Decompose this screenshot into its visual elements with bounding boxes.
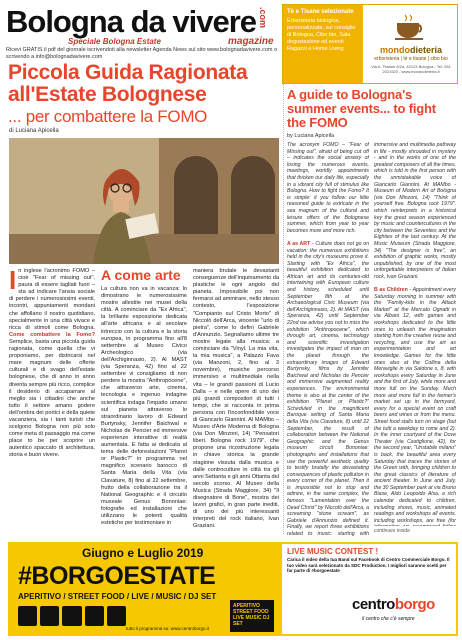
ad-brand-a: mondo [379,45,410,55]
centroborgo-a: centro [352,596,395,613]
english-col2-text2: - Appointment every Saturday morning in summer with the "Family-kids in the Attack Market" at the Mercato Ognatti in via Albani 12, with games and workshops dedicated to the little ones to unleash the imagination starting from the creative reuse and recycling, and use the art as experimentation and art knowledge. Games for the little ones also at the Collina della Meraviglie in via Saldone s, 8, with workshops every Saturday in June and the first of July, while more and more full on the Sunday. Much more and more full in the farmer's market set up in the farmyard, every for a special event on craft beers and wines or from the menu. Street food stalls turn on stage (but the tutti a weekday to rome and 2). In the inner courtyard of the Dove Theater (via Castiglione, 42), for the second year, "Unstabile milano" is back, the beautiful area every Saturday that traces the stories of the Green with, bringing children to the great classics of literature of ancient theater. In June and July, the 30 September park at via Bruno Biase, Aldo Leopoldo Alsa, a rich calendar dedicated to children, including shows, music, animated readings and workshops all events, including workshops, are free (for [374,287,456,524]
contest-text: Carica il video della tua Band sul Facebook di Centro Commerciale Borgo. Il tuo video sarà selezionato da SDC Production. I migliori saranno scelti per far parte di #borgoestate [287,557,450,573]
ad-brand-b: dieteria [409,45,442,55]
headline-italian-sub: ... per combattere la FOMO [8,107,208,126]
article-english-columns [287,142,457,538]
masthead-dot-com: .com [258,7,268,29]
dj-icon [107,606,126,626]
newsletter-notice: Ricevi GRATIS il pdf del giornale iscrivendoti alla newsletter Agenda News sul sito www.bolognadavivere.com o scrivendo a info@bolognadavivere.com [6,47,278,60]
banner-hashtag: #BORGOESTATE [18,562,216,590]
italian-col1-text2: Semplice, basta una piccola guida ragionata, come quella che vi proponiamo, per districarsi nel mare magnum delle offerte culturali e di svago dell'estate bolognese, che di anno in anno diventa sempre più ricco, complice il desiderio di accaparrare al meglio sia i cittadini che anche tutto il settore amano godere dell'ombra dei portici e della quiete vacanziera, sia i tanti turisti che scelgono Bologna non più solo come meta di passaggio ma come place to be per scoprire un autentico spaccato di architettura, storia e buon vivere. [9,338,95,459]
masthead [6,4,278,60]
italian-col1-red: Come combattere la Fomo? [9,331,95,338]
ad-heading: Tè e Tisane selezionate [287,9,354,15]
english-col2-text: immersive and multimedia pathway in life - mostly shrouded in mystery - and in the works of one of the greatest composers of all the times, which is told in the first person with the unmistakable voice of Giancarlo Giannini. At MAMbo - Museum of Modern Art of Bologna (via Don Minzoni, 14) "Think of yourself free. Bologna rock 1979", which reinterprets in a historical key the great season experienced by music and countercultures in the city between the Seventies and the Eighties of the last century. At the Music Museum (Strada Maggiore, 34) "The designer is free", an exhibition of graphic works, mostly unpublished, by one of the most unforgettable interpreters of Italian rock, Ivan Graziani. [374,142,456,280]
english-col1-lead: A as ART [287,240,311,247]
article-italian [9,265,279,530]
ad-tagline: erboristeria | tè e tisane | cibo bio [374,56,448,62]
continues-inside: continues inside [374,528,410,534]
headline-italian [8,62,278,128]
article-italian-col3 [193,268,279,530]
english-col1-text2: - Culture does not go on vacation: the numerous exhibitions held in the city's museums prove it. Starting with "Ex Africa", the beautiful exhibition dedicated to African art and its centuries-old intertwining with European culture and history, scheduled until September 8th at the Archaeological Civic Museum (via dell'Archiginnasio, 2). At MAST (via Speranza, 42) until September 22nd we advise you not to miss the exhibition "Anthropocene", which through art, cinema, technology and scientific investigation investigates the impact of man on the planet through the extraordinary images of Edward Burtynsky, films by Jennifer Baichwal and Nicholas de Pencier and immersive augmented reality experiences. The environmental theme is also at the center of the exhibition "Planet or Plastic?" Scheduled in the magnificent Baroque setting of Santa Maria della Vita (via Clavature, 8) until 22 September, the result of collaboration between the National Geographic and the Genus museum circuit Bononiae: photographs and installations that use the powerful aesthetic quality to testify brutally the devastating consequences of plastic pollution in every corner of the planet. Then it is impossible not to stop and admire, in the same complex, the famous "Lamentation over the Dead Christ" by Niccolò dell'Arca, a screaming "stone scream", as Gabriele d'Annunzio defined it. Finally, we report three exhibitions related to music: starting with [287,240,369,538]
byline-english: by Luciana Apicella [287,133,335,139]
english-col2-lead: B as Children [374,287,408,294]
ad-yellow-panel [283,5,363,83]
headline-italian-main: Piccola Guida Ragionata all'Estate Bolognese [8,61,248,106]
ad-brand [365,45,457,55]
contest-title: LIVE MUSIC CONTEST ! [287,547,379,556]
centroborgo-tagline: il centro che c'è sempre [362,616,415,622]
music-note-icon [85,606,104,626]
english-col1-text: The acronym FOMO – "Fear of Missing out", afraid of being cut off – indicates the social anxiety of losing the numerous events, meetings, worldly appointments that thicken our daily life, especially in a vibrant city full of stimulus like Bologna. How to fight the Fomo? It is simple: it you follow our little reasoned guide to extricate in the sea magnum of the cultural and leisure offers of the Bolognese summer, which from year to year becomes more and more rich. [287,142,369,234]
guitar-icon [62,606,81,626]
column-divider [283,84,284,534]
article-italian-col1 [9,265,95,460]
masthead-title: Bologna da vivere [6,4,257,39]
ad-address: Via A. Testoni 5/2a, 40123 Bologna - Tel. 051 2021520 - www.mondodieteria.it [371,64,451,74]
banner-aside: APERITIVO STREET FOOD LIVE MUSIC DJ SET [230,600,274,632]
headline-english: A guide to Bologna's summer events... to fight the FOMO [287,87,436,130]
hero-photo-art [9,138,279,264]
banner-contest-panel [282,544,456,634]
banner-program-link[interactable]: tutto il programma su: www.centroborgo.it [126,626,210,631]
article-english [287,88,457,538]
section-heading-arte: A come arte [101,267,181,283]
article-italian-col2 [101,268,187,527]
masthead-subtitle: Speciale Bologna Estate [68,37,161,46]
ad-lines: Erboristeria biologica, personalizzata, sul consiglio di Bologna, Cibo bio, Sala degustazione ed eventi Ragazzi e Home Living [287,18,356,52]
dropcap: I [9,265,17,295]
italian-col1-text: n inglese l'acronimo FOMO – cioè "Fear of missing out", paura di essere tagliati fuori – sta ad indicare l'ansia sociale di perdere i numerosissimi eventi, incontri, appuntamenti mondani che affollano il nostro quotidiano, specialmente in una città vivace e ricca di stimoli come Bologna. [9,268,95,331]
article-english-col1 [287,142,369,538]
ad-mondodieteria[interactable] [282,4,458,84]
italian-col3-text: maniera brutale le devastanti conseguenze dell'inquinamento da plastiche le ogni angolo del pianeta. Impossibile poi non fermarsi ad ammirare, nello stesso contesto, l'esposizione "Compianto sul Cristo Morto" di Niccolò dell'Arca, vincente "urlo di pietra", come lo definì Gabriele d'Annunzio. Segnaliamo ultime tre mostre legate alla musica: a cominciare da "Vinyl. La mia vita, la mia musica", a Palazzo Fava (via Manzoni, 2, fino al 3 novembre), musiche percorso immersivo e multimediale nella vita – le grandi passioni di Lucio Dalla – e nelle opere di uno dei più grandi compositori di tutti i tempi, che si racconta in prima persona con l'inconfondibile voce di Giancarlo Giannini. Al MAMbo – Museo d'Arte Moderna di Bologna (via Don Minzoni, 14) "Pensatori liberi. Bologna rock 1979", che propone una ricostruzione legata in chiave storica la grande stagione vissuta dalla musica e dalle controculture in città tra gli anni Settanta e gli anni Ottanta del secolo scorso. Al Museo della Musica (Strada Maggiore, 34) "Il disegnatore di Bone", mostra dei lavori grafici, in gran parte inediti, di uno dei più interessanti interpreti del rock italiano, Ivan Graziani. [193,268,279,530]
food-icon [40,606,59,626]
teacup-icon [393,13,429,41]
article-english-col2 [374,142,456,526]
hero-photo [9,138,279,264]
cocktail-icon [18,606,37,626]
ad-borgoestate[interactable] [8,542,458,636]
banner-subline: APERITIVO / STREET FOOD / LIVE / MUSIC / DJ SET [18,592,217,601]
banner-icon-strip [18,606,126,626]
masthead-magazine: magazine [228,36,274,47]
ad-brand-panel [365,9,457,74]
centroborgo-b: borgo [394,596,435,613]
banner-date: Giugno e Luglio 2019 [82,546,204,560]
byline-italian: di Luciana Apicella [9,128,59,134]
centroborgo-logo [352,596,435,613]
italian-col2-text: La cultura non va in vacanza: lo dimostrano le numerosissime mostre allestite nei musei della città. A cominciare da "Ex Africa", la brillante esposizione dedicata all'arte africana e al secolare intreccio con la cultura e la storia europea, in programma fino all'8 settembre al Museo Civico Archeologico (via dell'Archiginnasio, 2). Al MAST (via Speranza, 42) fino al 22 settembre vi consigliamo di non perdere la mostra "Anthropocene", che attraverso arte, cinema, tecnologia e ingenuo indagine scientifica indaga l'impatto umano sul pianeta attraverso lo straordinario lavoro di Edward Burtynsky, Jennifer Baichwal e Nicholas de Pencier ed immersive esperienze interattive di realtà aumentata. E fatta ai dedicata al tema delle deforestazioni "Planet or Plastic?" in programma nel magnifico scenario barocco di Santa Maria della Vita (via Clavature, 8) fino al 22 settembre, frutto della collaborazione tra il National Geographic e il circuito museale Genus Bononiae: fotografie ed installazioni che utilizzano le potenti qualità estetiche per testimoniare in [101,286,187,527]
